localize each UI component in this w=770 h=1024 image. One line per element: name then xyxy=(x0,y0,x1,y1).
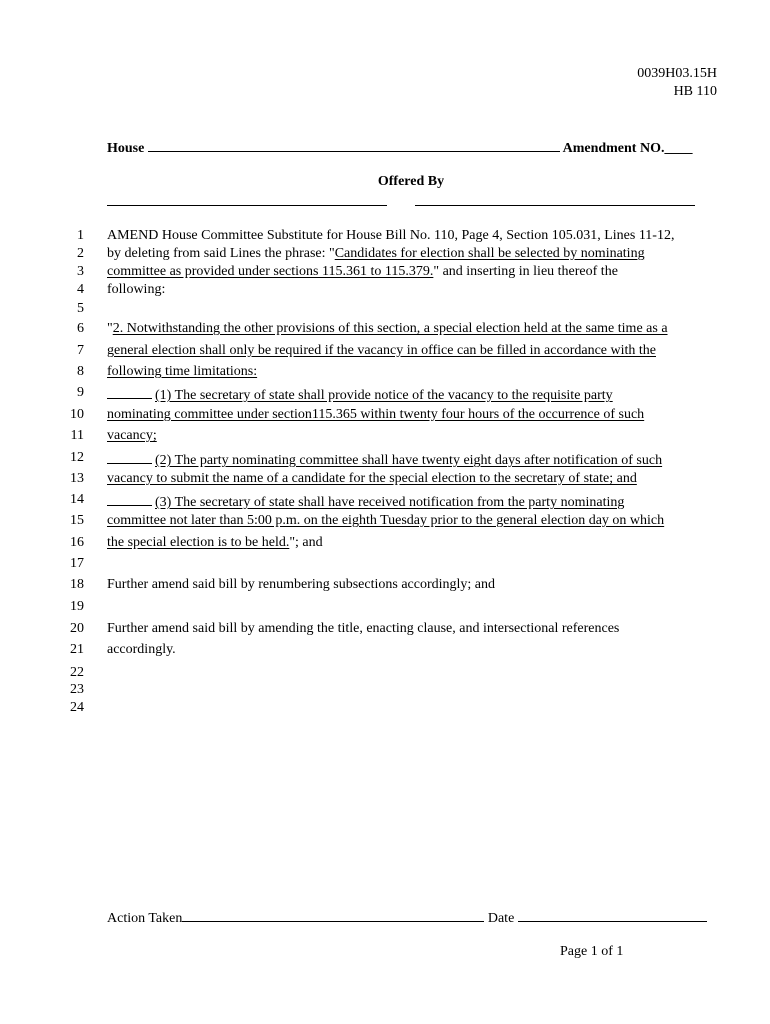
line-number: 4 xyxy=(77,282,84,297)
line-number: 15 xyxy=(70,513,84,528)
line-number: 18 xyxy=(70,577,84,592)
underlined-inserted-text: vacancy; xyxy=(107,428,157,443)
offered-by-label: Offered By xyxy=(377,174,445,189)
date-blank xyxy=(518,907,707,922)
bill-number: HB 110 xyxy=(673,84,717,99)
line-number: 16 xyxy=(70,535,84,550)
amendment-text-line xyxy=(107,492,624,511)
amendment-text-line xyxy=(107,535,323,551)
underlined-indent xyxy=(107,385,152,399)
amendment-text-line xyxy=(107,471,637,487)
line-number: 8 xyxy=(77,364,84,379)
amendment-number-label: Amendment NO.____ xyxy=(562,141,693,156)
date-label: Date xyxy=(487,911,515,926)
house-blank-line xyxy=(148,137,560,152)
offered-by-blank-left xyxy=(107,205,387,206)
amendment-text-line xyxy=(107,407,644,423)
amendment-text-line: Further amend said bill by renumbering subsections accordingly; and xyxy=(107,577,496,592)
amendment-text-line xyxy=(107,264,618,280)
underlined-inserted-text: committee not later than 5:00 p.m. on the eighth Tuesday prior to the general election day on which xyxy=(107,513,665,528)
underlined-inserted-text: (2) The party nominating committee shall have twenty eight days after notification of such xyxy=(155,453,663,468)
line-number: 5 xyxy=(77,301,84,316)
line-number: 2 xyxy=(77,246,84,261)
line-number: 14 xyxy=(70,492,84,507)
line-number: 11 xyxy=(70,428,84,443)
action-taken-line xyxy=(107,907,707,927)
amendment-text-line xyxy=(107,513,664,529)
line-number: 10 xyxy=(70,407,84,422)
line-number: 22 xyxy=(70,665,84,680)
line-number: 12 xyxy=(70,450,84,465)
underlined-inserted-text: following time limitations: xyxy=(107,364,258,379)
line-number: 3 xyxy=(77,264,84,279)
line-number: 17 xyxy=(70,556,84,571)
line-number: 6 xyxy=(77,321,84,336)
line-number: 9 xyxy=(77,385,84,400)
amendment-text-line xyxy=(107,450,662,469)
underlined-inserted-text: Candidates for election shall be selected by nominating xyxy=(334,246,645,261)
action-taken-label: Action Taken xyxy=(107,911,183,926)
line-number: 1 xyxy=(77,228,84,243)
text-segment: by deleting from said Lines the phrase: " xyxy=(107,246,335,261)
amendment-text-line xyxy=(107,385,613,404)
line-number: 19 xyxy=(70,599,84,614)
amendment-text-line xyxy=(107,343,656,359)
underlined-indent xyxy=(107,450,152,464)
underlined-inserted-text: nominating committee under section115.365 within twenty four hours of the occurrence of such xyxy=(107,407,645,422)
line-number: 21 xyxy=(70,642,84,657)
amendment-text-line xyxy=(107,246,645,262)
amendment-text-line xyxy=(107,428,157,444)
underlined-inserted-text: (1) The secretary of state shall provide notice of the vacancy to the requisite party xyxy=(155,388,613,403)
underlined-inserted-text: vacancy to submit the name of a candidate for the special election to the secretary of state; and xyxy=(107,471,637,486)
underlined-inserted-text: general election shall only be required if the vacancy in office can be filled in accordance with the xyxy=(107,343,656,358)
line-number: 20 xyxy=(70,621,84,636)
text-segment: "; and xyxy=(289,535,323,550)
page-number: Page 1 of 1 xyxy=(560,944,624,959)
line-number: 7 xyxy=(77,343,84,358)
amendment-text-line: following: xyxy=(107,282,166,297)
document-header xyxy=(637,65,717,101)
text-segment: " and inserting in lieu thereof the xyxy=(433,264,618,279)
text-segment: " xyxy=(107,321,113,336)
action-taken-blank xyxy=(182,907,484,922)
amendment-text-line: Further amend said bill by amending the title, enacting clause, and intersectional references xyxy=(107,621,620,636)
underlined-indent xyxy=(107,492,152,506)
line-number: 13 xyxy=(70,471,84,486)
underlined-inserted-text: 2. Notwithstanding the other provisions of this section, a special election held at the same time as a xyxy=(112,321,668,336)
line-number: 23 xyxy=(70,682,84,697)
house-label: House xyxy=(107,141,145,156)
amendment-text-line xyxy=(107,364,257,380)
offered-by-blank-right xyxy=(415,205,695,206)
amendment-header-line xyxy=(107,137,692,157)
amendment-text-line xyxy=(107,321,668,337)
amendment-text-line: AMEND House Committee Substitute for House Bill No. 110, Page 4, Section 105.031, Lines 11-12, xyxy=(107,228,675,243)
line-number: 24 xyxy=(70,700,84,715)
underlined-inserted-text: the special election is to be held. xyxy=(107,535,290,550)
underlined-inserted-text: (3) The secretary of state shall have received notification from the party nominating xyxy=(155,495,625,510)
bill-code: 0039H03.15H xyxy=(637,66,717,81)
underlined-inserted-text: committee as provided under sections 115.361 to 115.379. xyxy=(107,264,434,279)
amendment-text-line: accordingly. xyxy=(107,642,176,657)
